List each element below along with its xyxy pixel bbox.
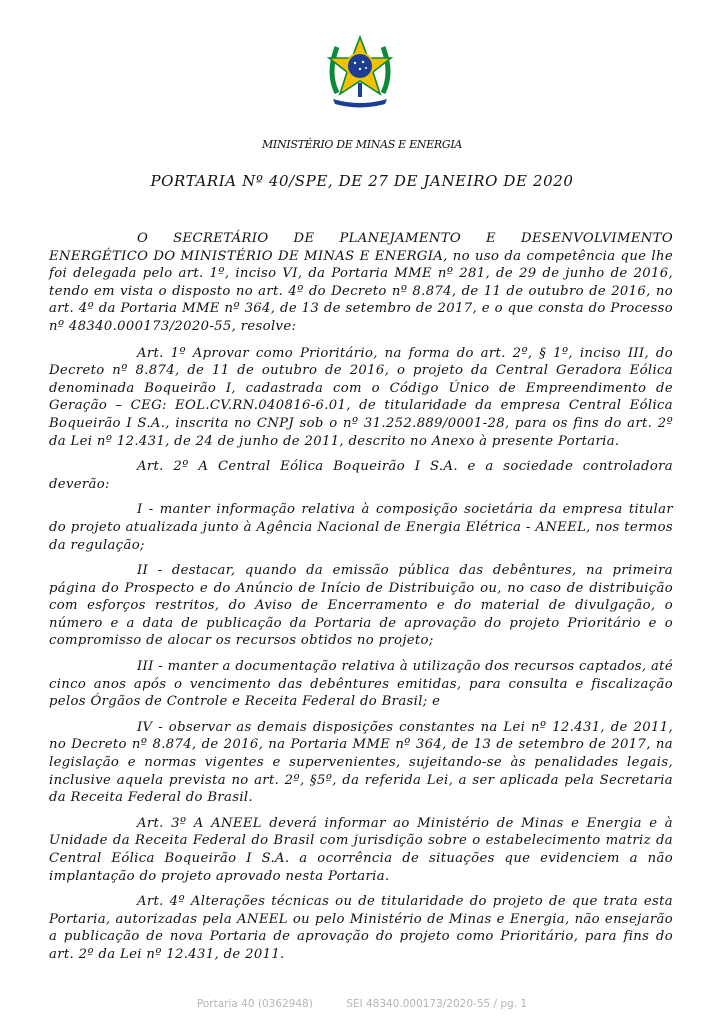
document-title: PORTARIA Nº 40/SPE, DE 27 DE JANEIRO DE 2020 bbox=[150, 172, 574, 190]
article-1-paragraph: Art. 1º Aprovar como Prioritário, na forma do art. 2º, § 1º, inciso III, do Decreto nº 8.874, de 11 de outubro de 2016, o projeto da Central Geradora Eólica denominada Boqueirão I, cadastrada com o Código Único de Empreendimento de Geração – CEG: EOL.CV.RN.040816-6.01, de titularidade da empresa Central Eólica Boqueirão I S.A., inscrita no CNPJ sob o nº 31.252.889/0001-28, para os fins do art. 2º da Lei nº 12.431, de 24 de junho de 2011, descrito no Anexo à presente Portaria. bbox=[49, 345, 673, 449]
coat-of-arms-emblem bbox=[323, 33, 397, 109]
article-2-paragraph: Art. 2º A Central Eólica Boqueirão I S.A. e a sociedade controladora deverão: bbox=[49, 459, 673, 492]
item-iii-paragraph: III - manter a documentação relativa à utilização dos recursos captados, até cinco anos após o vencimento das debêntures emitidas, para consulta e fiscalização pelos Órgãos de Controle e Receita Federal do Brasil; e bbox=[49, 659, 673, 710]
article-3-paragraph: Art. 3º A ANEEL deverá informar ao Ministério de Minas e Energia e à Unidade da Receita Federal do Brasil com jurisdição sobre o estabelecimento matriz da Central Eólica Boqueirão I S.A. a ocorrência de situações que evidenciem a não implantação do projeto aprovado nesta Portaria. bbox=[49, 815, 673, 884]
page-footer bbox=[0, 998, 724, 1010]
item-i-paragraph: I - manter informação relativa à composição societária da empresa titular do projeto atualizada junto à Agência Nacional de Energia Elétrica - ANEEL, nos termos da regulação; bbox=[49, 502, 673, 553]
footer-sei-ref: SEI 48340.000173/2020-55 / pg. 1 bbox=[346, 998, 528, 1010]
ministry-heading: MINISTÉRIO DE MINAS E ENERGIA bbox=[261, 138, 463, 151]
item-ii-paragraph: II - destacar, quando da emissão pública das debêntures, na primeira página do Prospecto e do Anúncio de Início de Distribuição ou, no caso de distribuição com esforços restritos, do Aviso de Encerramento e do material de divulgação, o número e a data de publicação da Portaria de aprovação do projeto Prioritário e o compromisso de alocar os recursos obtidos no projeto; bbox=[49, 563, 673, 649]
document-body bbox=[49, 230, 673, 972]
preamble-paragraph: O SECRETÁRIO DE PLANEJAMENTO E DESENVOLVIMENTO ENERGÉTICO DO MINISTÉRIO DE MINAS E ENERGIA, no uso da competência que lhe foi delegada pelo art. 1º, inciso VI, da Portaria MME nº 281, de 29 de junho de 2016, tendo em vista o disposto no art. 4º do Decreto nº 8.874, de 11 de outubro de 2016, no art. 4º da Portaria MME nº 364, de 13 de setembro de 2017, e o que consta do Processo nº 48340.000173/2020-55, resolve: bbox=[49, 231, 673, 334]
article-4-paragraph: Art. 4º Alterações técnicas ou de titularidade do projeto de que trata esta Portaria, autorizadas pela ANEEL ou pelo Ministério de Minas e Energia, não ensejarão a publicação de nova Portaria de aprovação do projeto como Prioritário, para fins do art. 2º da Lei nº 12.431, de 2011. bbox=[49, 894, 673, 962]
item-iv-paragraph: IV - observar as demais disposições constantes na Lei nº 12.431, de 2011, no Decreto nº 8.874, de 2016, na Portaria MME nº 364, de 13 de setembro de 2017, na legislação e normas vigentes e supervenientes, sujeitando-se às penalidades legais, inclusive aquela prevista no art. 2º, §5º, da referida Lei, a ser aplicada pela Secretaria da Receita Federal do Brasil. bbox=[49, 719, 673, 806]
footer-doc-ref: Portaria 40 (0362948) bbox=[196, 998, 313, 1010]
